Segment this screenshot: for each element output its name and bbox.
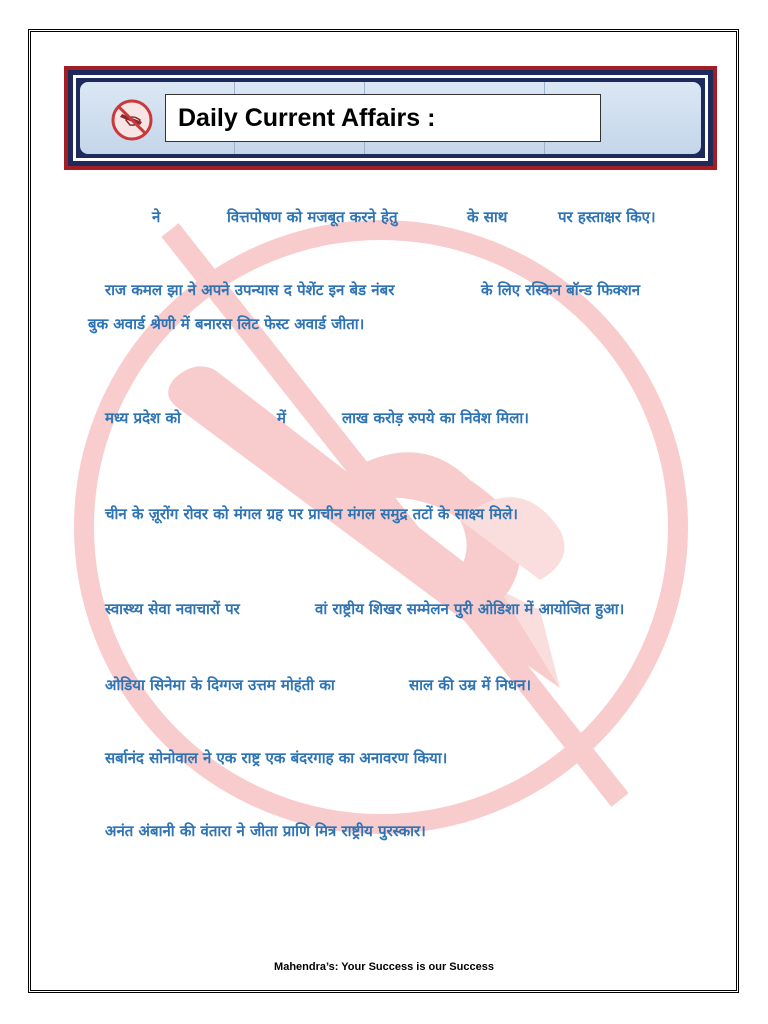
page-title: Daily Current Affairs : (178, 103, 436, 132)
news-item-5-part-1: स्वास्थ्य सेवा नवाचारों पर (105, 600, 240, 618)
footer-tagline: Mahendra’s: Your Success is our Success (274, 961, 494, 973)
news-item-3-part-3: लाख करोड़ रुपये का निवेश मिला। (342, 409, 529, 427)
news-item-8: अनंत अंबानी की वंतारा ने जीता प्राणि मित्र राष्ट्रीय पुरस्कार। (105, 822, 426, 840)
news-item-5-part-2: वां राष्ट्रीय शिखर सम्मेलन पुरी ओडिशा में आयोजित हुआ। (315, 600, 625, 618)
news-item-6-part-2: साल की उम्र में निधन। (409, 676, 532, 694)
news-item-1-part-2: वित्तपोषण को मजबूत करने हेतु (227, 208, 398, 226)
news-item-4: चीन के ज़ूरोंग रोवर को मंगल ग्रह पर प्राचीन मंगल समुद्र तटों के साक्ष्य मिले। (105, 505, 518, 523)
news-item-6-part-1: ओडिया सिनेमा के दिग्गज उत्तम मोहंती का (105, 676, 335, 694)
news-item-1-part-1: ने (152, 208, 161, 226)
news-item-2-line-1b: के लिए रस्किन बॉन्ड फिक्शन (481, 281, 641, 299)
news-item-3-part-1: मध्य प्रदेश को (105, 409, 181, 427)
news-item-3-part-2: में (277, 409, 286, 427)
pen-prohibited-icon (110, 98, 154, 142)
title-box (165, 94, 601, 142)
news-item-1-part-4: पर हस्ताक्षर किए। (558, 208, 656, 226)
news-item-1-part-3: के साथ (467, 208, 508, 226)
news-item-7: सर्बानंद सोनोवाल ने एक राष्ट्र एक बंदरगाह का अनावरण किया। (105, 749, 448, 767)
news-item-2-line-2: बुक अवार्ड श्रेणी में बनारस लिट फेस्ट अवार्ड जीता। (88, 315, 365, 333)
news-item-2-line-1: राज कमल झा ने अपने उपन्यास द पेशेंट इन बेड नंबर (105, 281, 395, 299)
